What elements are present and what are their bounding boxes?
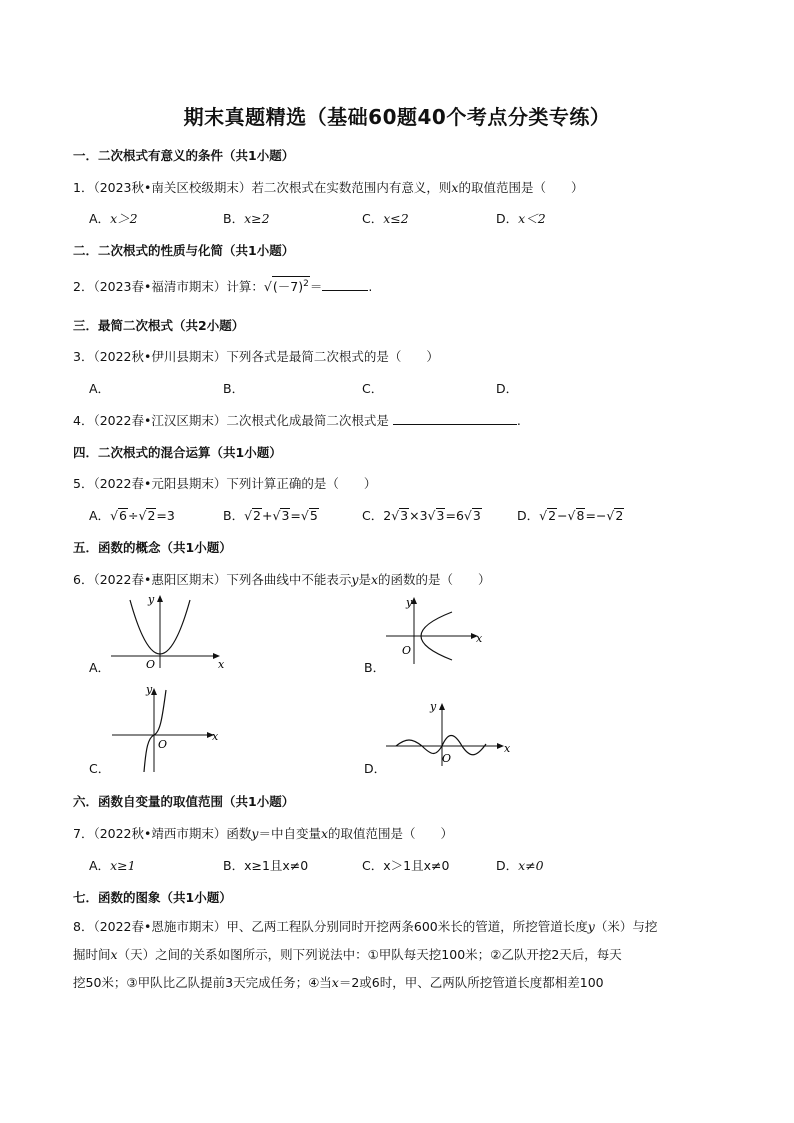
- option-expr: x≠0: [518, 858, 544, 873]
- radical-sign-icon: √: [606, 508, 615, 523]
- graph-b-sideways-parabola: [382, 590, 492, 670]
- period: .: [368, 279, 373, 295]
- var-y: y: [587, 919, 595, 934]
- question-7-stem-b: ＝中自变量: [258, 826, 321, 841]
- question-7-var-x: x: [320, 826, 329, 841]
- option-3-d[interactable]: D．: [496, 381, 519, 396]
- question-6: [73, 570, 491, 588]
- radicand: [272, 276, 310, 294]
- question-5: 5．（2022春•元阳县期末）下列计算正确的是（ ）: [73, 476, 377, 491]
- option-3-a[interactable]: A．: [89, 381, 111, 396]
- equals-sign: =: [290, 508, 301, 523]
- radicand: 3: [436, 508, 445, 523]
- radicand: 2: [253, 508, 261, 523]
- x-axis-arrow-icon: [497, 743, 504, 749]
- radical-sign-icon: √: [138, 508, 147, 523]
- option-label: A．: [89, 508, 111, 523]
- option-label: D．: [496, 211, 519, 226]
- option-7-c[interactable]: [362, 856, 449, 874]
- option-label: D．: [496, 858, 519, 873]
- option-expr: x≥1: [110, 858, 136, 873]
- text-run: 挖50米；③甲队比乙队提前3天完成任务；④当: [73, 975, 332, 990]
- y-axis-label: y: [430, 700, 437, 713]
- origin-label: O: [146, 658, 156, 670]
- graph-a-parabola: [106, 590, 226, 670]
- equals-sign: =−: [585, 508, 607, 523]
- option-expr: x≥1且x≠0: [244, 858, 309, 873]
- option-5-d[interactable]: [517, 506, 624, 524]
- radicand: 2: [147, 508, 156, 523]
- y-axis-label: y: [406, 596, 413, 609]
- x-axis-label: x: [476, 632, 483, 645]
- radicand: 8: [576, 508, 585, 523]
- y-axis-label: y: [148, 593, 155, 606]
- origin-label: O: [402, 644, 412, 657]
- radical-sign-icon: √: [110, 508, 119, 523]
- radicand: 3: [472, 508, 481, 523]
- option-7-a[interactable]: [89, 856, 136, 874]
- page-title: 期末真题精选（基础60题40个考点分类专练）: [183, 105, 611, 129]
- option-7-d[interactable]: [496, 856, 544, 874]
- question-1: [73, 178, 583, 196]
- option-6-d[interactable]: D．: [364, 761, 387, 776]
- question-7-var-y: y: [251, 826, 259, 841]
- radical-sign-icon: √: [427, 508, 436, 523]
- radical-sign-icon: √: [391, 508, 400, 523]
- text-run: 掘时间: [73, 947, 111, 962]
- origin-label: O: [442, 752, 452, 765]
- coefficient: 2: [383, 508, 392, 523]
- option-1-b[interactable]: [223, 209, 270, 227]
- text-run: 8．（2022春•恩施市期末）甲、乙两工程队分别同时开挖两条600米长的管道，所挖管道长度: [73, 919, 588, 934]
- x-axis-label: x: [504, 742, 511, 755]
- question-6-var-x: x: [370, 572, 379, 587]
- option-label: C．: [362, 211, 384, 226]
- question-7: [73, 824, 453, 842]
- question-6-stem-b: 是: [358, 572, 371, 587]
- question-8-line-2: [73, 941, 723, 969]
- radicand: 3: [281, 508, 290, 523]
- option-label: B．: [223, 211, 245, 226]
- question-8: [73, 913, 723, 997]
- radical-sign-icon: √: [300, 508, 309, 523]
- question-2: [73, 276, 372, 295]
- question-2-stem: 2．（2023春•福清市期末）计算：: [73, 279, 264, 295]
- option-7-b[interactable]: [223, 856, 308, 874]
- radicand: 6: [119, 508, 127, 523]
- origin-label: O: [158, 738, 168, 751]
- operator: ÷: [127, 508, 139, 523]
- option-label: D．: [517, 508, 540, 523]
- question-6-var-y: y: [351, 572, 359, 587]
- option-label: A．: [89, 858, 111, 873]
- option-5-a[interactable]: [89, 506, 175, 524]
- graph-d-wave: [382, 694, 517, 769]
- y-axis-arrow-icon: [439, 703, 445, 710]
- graph-c-cubic: [108, 680, 223, 775]
- option-3-b[interactable]: B．: [223, 381, 245, 396]
- equals-sign: ＝: [309, 279, 323, 295]
- radical-sign-icon: √: [463, 508, 472, 523]
- option-6-a[interactable]: A．: [89, 660, 111, 675]
- option-label: A．: [89, 211, 111, 226]
- radical-sign-icon: √: [244, 508, 253, 523]
- answer-blank-2[interactable]: [322, 278, 368, 291]
- option-1-a[interactable]: [89, 209, 138, 227]
- text-run: （米）与挖: [594, 919, 658, 934]
- section-heading-3: 三．最简二次根式（共2小题）: [73, 318, 245, 333]
- text-run: ＝2或6时，甲、乙两队所挖管道长度都相差100: [338, 975, 604, 990]
- operator: ×3: [409, 508, 428, 523]
- option-expr: x≥2: [244, 211, 270, 226]
- question-4: [73, 411, 521, 429]
- option-1-d[interactable]: [496, 209, 546, 227]
- section-heading-6: 六．函数自变量的取值范围（共1小题）: [73, 794, 295, 809]
- section-heading-5: 五．函数的概念（共1小题）: [73, 540, 232, 555]
- option-label: B．: [223, 508, 245, 523]
- option-6-b[interactable]: B．: [364, 660, 386, 675]
- period: .: [516, 413, 521, 428]
- question-6-stem-c: 的函数的是（ ）: [378, 572, 491, 587]
- y-axis-label: y: [146, 683, 153, 696]
- radical-sign-icon: √: [272, 508, 281, 523]
- option-3-c[interactable]: C．: [362, 381, 384, 396]
- option-label: B．: [223, 858, 245, 873]
- option-expr: x＞1且x≠0: [383, 858, 450, 873]
- question-7-stem-a: 7．（2022秋•靖西市期末）函数: [73, 826, 252, 841]
- question-6-stem-a: 6．（2022春•惠阳区期末）下列各曲线中不能表示: [73, 572, 352, 587]
- result: =3: [156, 508, 175, 523]
- question-1-stem-a: 1．（2023秋•南关区校级期末）若二次根式在实数范围内有意义，则: [73, 180, 452, 195]
- option-5-c[interactable]: [362, 506, 482, 524]
- result: =6: [445, 508, 464, 523]
- radicand: 3: [400, 508, 409, 523]
- option-6-c[interactable]: C．: [89, 761, 111, 776]
- section-heading-2: 二．二次根式的性质与化简（共1小题）: [73, 243, 295, 258]
- section-heading-7: 七．函数的图象（共1小题）: [73, 890, 232, 905]
- option-expr: x＜2: [518, 211, 546, 226]
- question-3: 3．（2022秋•伊川县期末）下列各式是最简二次根式的是（ ）: [73, 349, 439, 364]
- option-5-b[interactable]: [223, 506, 319, 524]
- question-1-var: x: [451, 180, 459, 195]
- radicand: 5: [309, 508, 318, 523]
- question-8-line-1: [73, 913, 723, 941]
- section-heading-4: 四．二次根式的混合运算（共1小题）: [73, 445, 282, 460]
- radical-sign-icon: √: [263, 279, 272, 295]
- radicand: 2: [548, 508, 557, 523]
- text-run: （天）之间的关系如图所示，则下列说法中：①甲队每天挖100米；②乙队开挖2天后，每天: [117, 947, 622, 962]
- question-8-line-3: [73, 969, 723, 997]
- option-label: C．: [362, 508, 384, 523]
- question-1-stem-b: 的取值范围是（ ）: [458, 180, 584, 195]
- y-axis-arrow-icon: [157, 595, 163, 602]
- x-axis-label: x: [212, 730, 219, 743]
- option-1-c[interactable]: [362, 209, 409, 227]
- wave-curve: [396, 736, 486, 755]
- option-expr: x＞2: [110, 211, 138, 226]
- operator: +: [262, 508, 273, 523]
- option-label: C．: [362, 858, 384, 873]
- radical-sign-icon: √: [567, 508, 576, 523]
- answer-blank-4[interactable]: [393, 412, 517, 425]
- var-x: x: [110, 947, 118, 962]
- operator: −: [557, 508, 568, 523]
- radicand: 2: [615, 508, 624, 523]
- var-x: x: [331, 975, 339, 990]
- radicand-text: (－7): [272, 279, 304, 295]
- section-heading-1: 一．二次根式有意义的条件（共1小题）: [73, 148, 295, 163]
- cubic-curve: [144, 690, 166, 772]
- exponent: 2: [303, 279, 309, 289]
- radical-sign-icon: √: [539, 508, 548, 523]
- option-expr: x≤2: [383, 211, 409, 226]
- question-7-stem-c: 的取值范围是（ ）: [328, 826, 454, 841]
- question-4-stem: 4．（2022春•江汉区期末）二次根式化成最简二次根式是: [73, 413, 389, 428]
- x-axis-label: x: [218, 658, 225, 670]
